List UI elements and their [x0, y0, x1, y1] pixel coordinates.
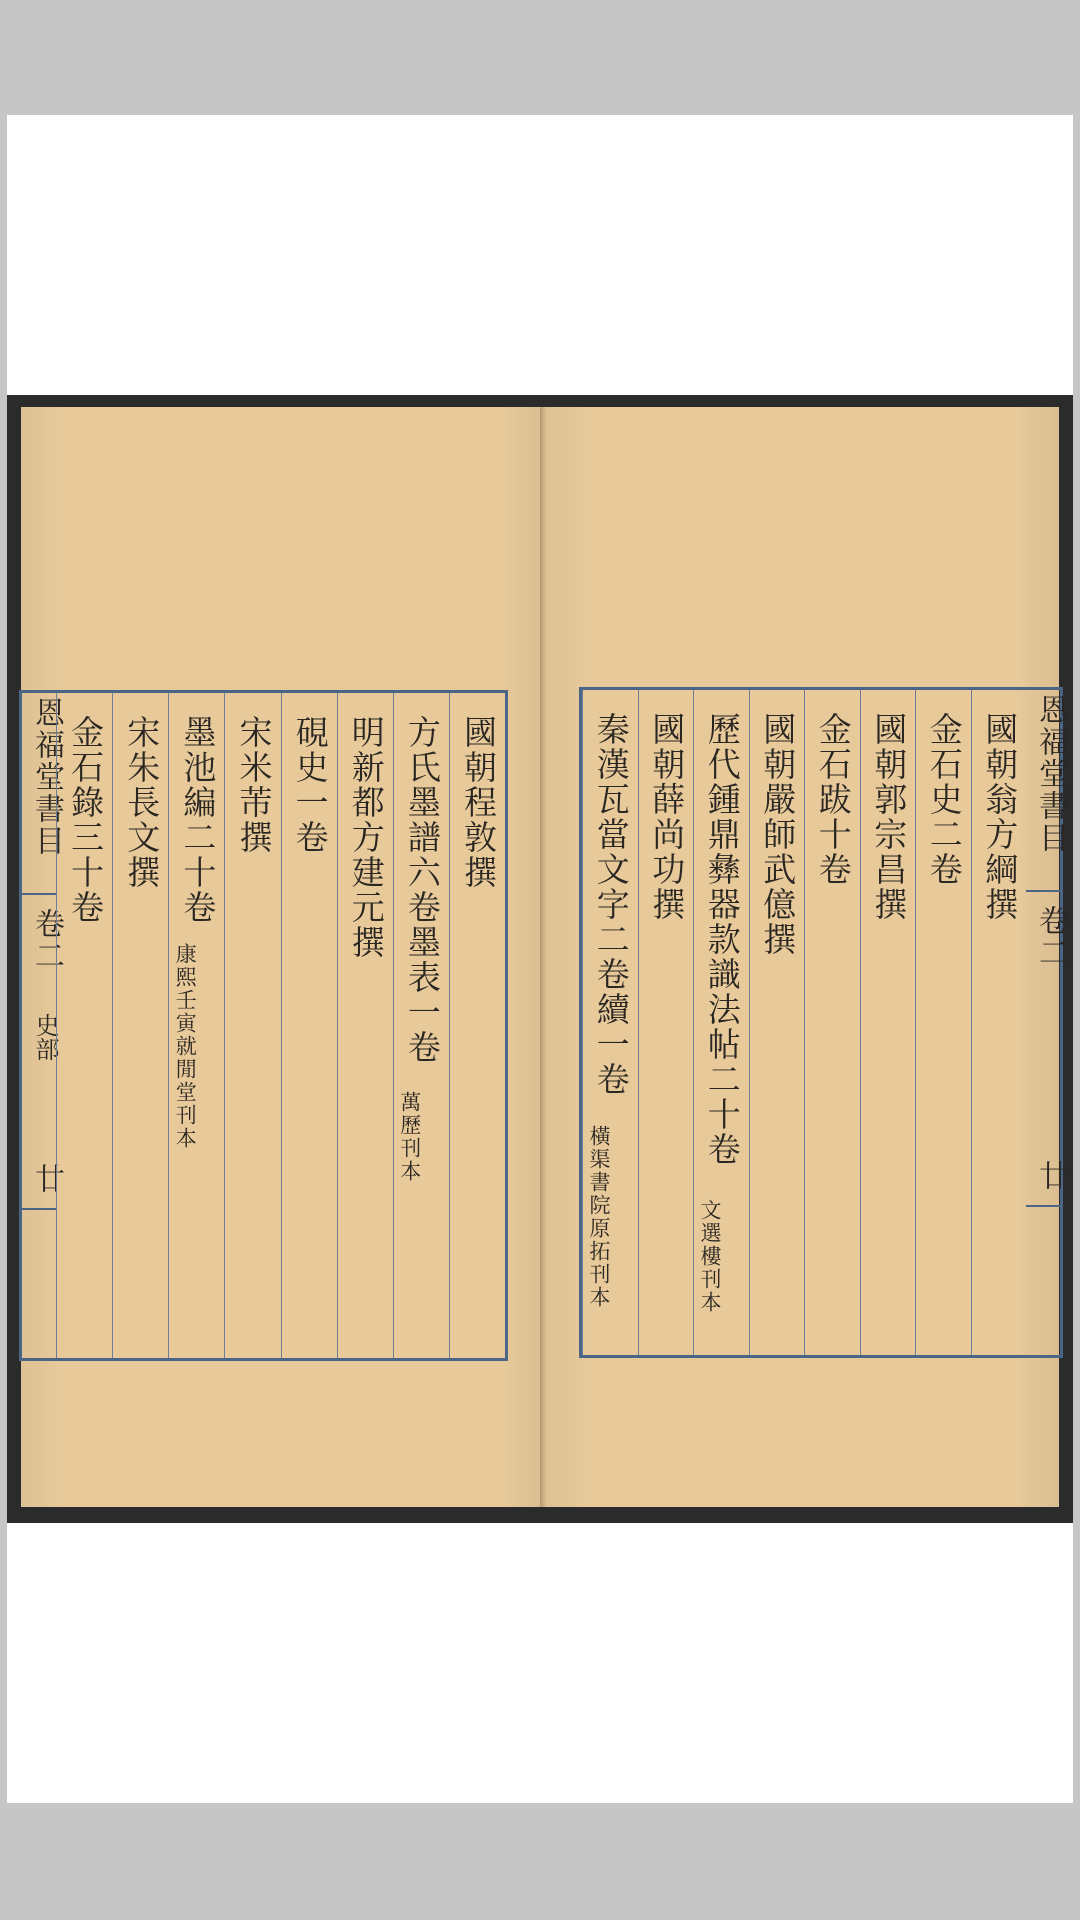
column-main-text: 歷代鍾鼎彝器款識法帖二十卷 — [702, 712, 742, 1167]
text-column — [337, 693, 394, 1358]
column-annotation: 文選樓刊本 — [698, 1199, 722, 1314]
fishtail-mark — [22, 1208, 56, 1210]
text-column — [168, 693, 225, 1358]
fishtail-mark — [1026, 890, 1060, 892]
column-main-text: 方氏墨譜六卷墨表一卷 — [402, 715, 442, 1065]
margin-title: 恩福堂書目 — [29, 697, 64, 857]
right-text-frame — [579, 687, 1068, 1358]
column-main-text: 明新都方建元撰 — [346, 715, 386, 960]
column-main-text: 國朝翁方綱撰 — [980, 712, 1020, 922]
column-main-text: 國朝程敦撰 — [458, 715, 498, 890]
viewer-frame — [7, 115, 1073, 1803]
text-column — [638, 690, 695, 1355]
column-main-text: 金石跋十卷 — [813, 712, 853, 887]
column-annotation: 橫渠書院原拓刊本 — [587, 1125, 611, 1309]
page-margin-strip — [22, 693, 64, 1358]
column-main-text: 國朝薛尚功撰 — [647, 712, 687, 922]
margin-section: 史部 — [31, 1013, 59, 1061]
text-column — [693, 690, 750, 1355]
text-column — [971, 690, 1028, 1355]
text-column — [860, 690, 917, 1355]
text-column — [56, 693, 113, 1358]
column-main-text: 墨池編二十卷 — [178, 715, 218, 925]
margin-folio: 廿 — [29, 1163, 64, 1195]
column-main-text: 國朝嚴師武億撰 — [758, 712, 798, 957]
page-margin-strip — [1026, 690, 1068, 1355]
column-annotation: 康熙壬寅就閒堂刊本 — [173, 943, 198, 1150]
column-annotation: 萬歷刊本 — [397, 1091, 422, 1183]
text-column — [804, 690, 861, 1355]
margin-volume: 卷二 — [29, 908, 64, 972]
margin-folio: 廿 — [1033, 1160, 1068, 1192]
book-spread — [7, 395, 1073, 1523]
left-page — [21, 407, 544, 1507]
text-column — [582, 690, 639, 1355]
text-column — [112, 693, 169, 1358]
text-column — [915, 690, 972, 1355]
column-main-text: 秦漢瓦當文字二卷續一卷 — [591, 712, 631, 1097]
column-main-text: 宋米芾撰 — [234, 715, 274, 855]
text-column — [224, 693, 281, 1358]
fishtail-mark — [22, 893, 56, 895]
fishtail-mark — [1026, 1205, 1060, 1207]
column-main-text: 硯史一卷 — [290, 715, 330, 855]
right-page — [546, 407, 1068, 1507]
text-column — [281, 693, 338, 1358]
margin-volume: 卷二 — [1033, 905, 1068, 969]
text-column — [393, 693, 450, 1358]
column-main-text: 金石史二卷 — [924, 712, 964, 887]
column-main-text: 宋朱長文撰 — [122, 715, 162, 890]
text-column — [449, 693, 506, 1358]
column-main-text: 金石錄三十卷 — [66, 715, 106, 925]
text-column — [749, 690, 806, 1355]
column-main-text: 國朝郭宗昌撰 — [869, 712, 909, 922]
margin-title: 恩福堂書目 — [1033, 694, 1068, 854]
left-text-frame — [19, 690, 508, 1361]
